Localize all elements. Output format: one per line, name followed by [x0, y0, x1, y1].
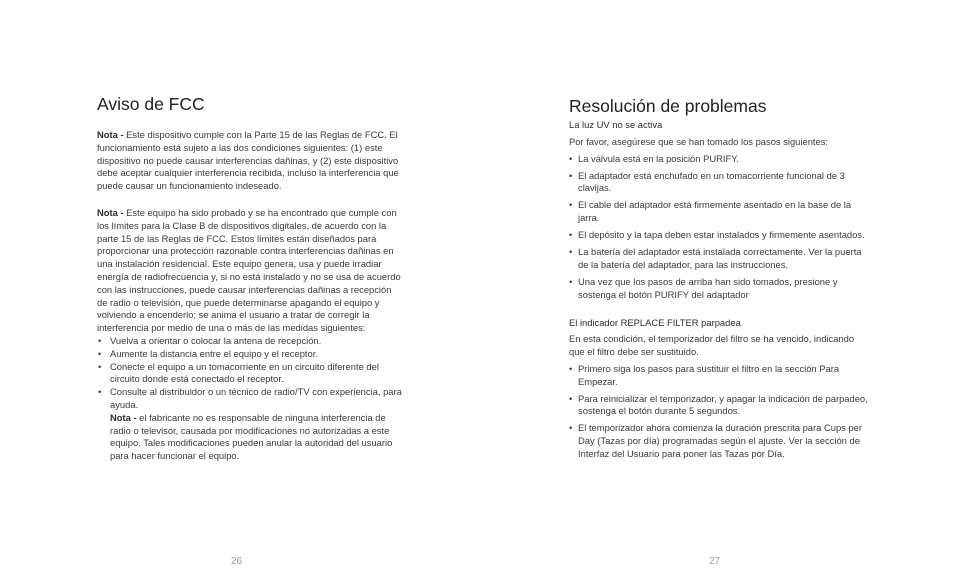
list-item: • El depósito y la tapa deben estar instalados y firmemente asentados. — [569, 229, 869, 242]
list-item: • Primero siga los pasos para sustituir el filtro en la sección Para Empezar. — [569, 363, 869, 389]
page-number: 26 — [231, 556, 243, 567]
list-item: • Para reinicializar el temporizador, y apagar la indicación de parpadeo, sostenga el botón durante 5 segundos. — [569, 393, 869, 419]
list-item: • El temporizador ahora comienza la duración prescrita para Cups per Day (Tazas por día) programadas según el ajuste. Ver la sección de Interfaz del Usuario para poner las Tazas por Día. — [569, 422, 869, 460]
list-item: • El cable del adaptador está firmemente asentado en la base de la jarra. — [569, 199, 869, 225]
troubleshooting-title: Resolución de problemas — [569, 96, 767, 116]
section-intro: Por favor, asegúrese que se han tomado los pasos siguientes: — [569, 135, 829, 147]
fcc-paragraph-2 — [97, 207, 402, 335]
list-item: • Conecte el equipo a un tomacorriente en un circuito diferente del circuito donde está conectado el receptor. — [97, 361, 402, 387]
fcc-paragraph-3-text: el fabricante no es responsable de ninguna interferencia de radio o televisor, causada por modificaciones no autorizadas a este equipo. Tales modificaciones pueden anular la autoridad del usuario para hacer funcionar el equipo. — [110, 411, 393, 462]
page-number: 27 — [709, 556, 721, 567]
section-heading: El indicador REPLACE FILTER parpadea — [569, 316, 741, 328]
fcc-paragraph-2-text: Este equipo ha sido probado y se ha encontrado que cumple con los límites para la Clase B de dispositivos digitales, de acuerdo con la parte 15 de las Reglas de FCC. Estos límites están diseñados para proporcionar una protección razonable contra interferencias dañinas en una instalación residencial. Este equipo genera, usa y puede irradiar energía de radiofrecuencia y, si no está instalado y no se usa de acuerdo con las instrucciones, puede causar interferencias dañinas a recepción de radio o televisión, que puede determinarse apagando el equipo y volviendo a encenderlo; se anima el usuario a tratar de corregir la interferencia por medio de una o más de las medidas siguientes: — [97, 206, 401, 334]
list-item: • Vuelva a orientar o colocar la antena de recepción. — [97, 335, 402, 348]
uv-light-section — [569, 119, 869, 302]
list-item: • La válvula está en la posición PURIFY. — [569, 153, 869, 166]
list-item: • La batería del adaptador está instalada correctamente. Ver la puerta de la batería del adaptador, para las instrucciones. — [569, 246, 869, 272]
fcc-measures-list — [97, 335, 402, 412]
fcc-paragraph-1 — [97, 129, 402, 193]
list-item: • Aumente la distancia entre el equipo y el receptor. — [97, 348, 402, 361]
note-label: Nota - — [97, 206, 124, 218]
fcc-notice-title: Aviso de FCC — [97, 94, 205, 114]
troubleshooting-column — [569, 95, 869, 465]
fcc-paragraph-3 — [97, 412, 402, 463]
replace-filter-section — [569, 317, 869, 461]
fcc-notice-column — [97, 93, 402, 463]
fcc-paragraph-1-text: Este dispositivo cumple con la Parte 15 de las Reglas de FCC. El funcionamiento está sujeto a las dos condiciones siguientes: (1) este dispositivo no puede causar interferencias dañinas, y (2) este dispositivo debe aceptar cualquier interferencia recibida, incluso la interferencia que puede causar un funcionamiento indeseado. — [97, 129, 399, 192]
list-item: • Consulte al distribuidor o un técnico de radio/TV con experiencia, para ayuda. — [97, 386, 402, 412]
replace-filter-steps-list — [569, 363, 869, 461]
uv-light-steps-list — [569, 153, 869, 302]
section-heading: La luz UV no se activa — [569, 119, 663, 130]
right-page — [477, 0, 954, 588]
note-label: Nota - — [97, 129, 124, 140]
list-item: • El adaptador está enchufado en un tomacorriente funcional de 3 clavijas. — [569, 170, 869, 196]
list-item: • Una vez que los pasos de arriba han sido tomados, presione y sostenga el botón PURIFY del adaptador — [569, 276, 869, 302]
section-intro: En esta condición, el temporizador del filtro se ha vencido, indicando que el filtro debe ser sustituido. — [569, 333, 855, 358]
note-label: Nota - — [110, 411, 137, 423]
